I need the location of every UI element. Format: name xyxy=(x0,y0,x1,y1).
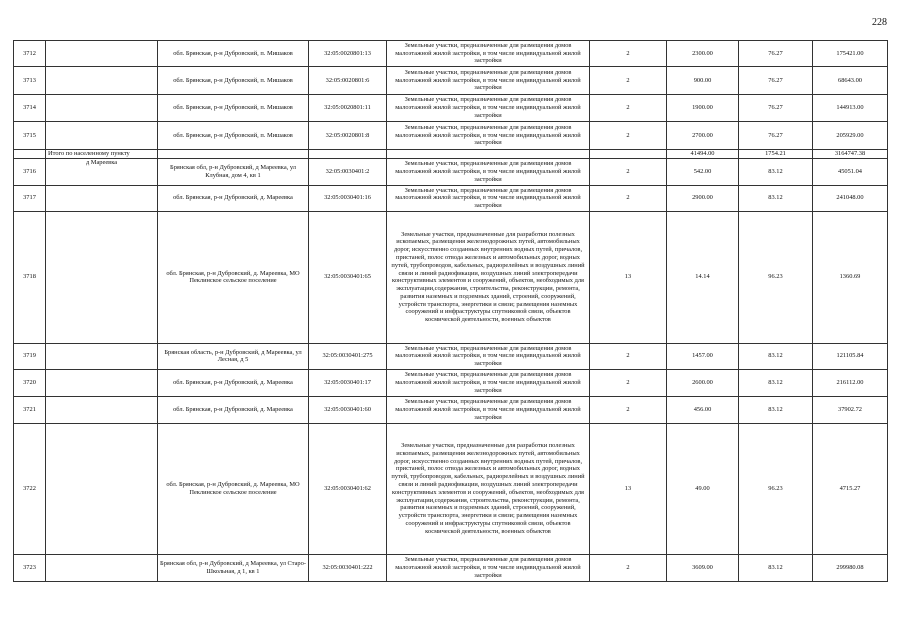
settlement-cell xyxy=(46,423,158,554)
subtotal-area: 41494.00 xyxy=(667,150,739,159)
table-row xyxy=(14,41,888,67)
cadastral-number-cell: 32:05:0020801:11 xyxy=(309,95,387,122)
cadastral-number-cell: 32:05:0030401:222 xyxy=(309,554,387,581)
table-row xyxy=(14,158,888,185)
rate-cell: 96.23 xyxy=(739,211,813,343)
cadastral-number-cell: 32:05:0020801:6 xyxy=(309,67,387,95)
area-cell: 456.00 xyxy=(667,396,739,423)
rate-cell: 76.27 xyxy=(739,67,813,95)
settlement-cell xyxy=(46,211,158,343)
group-cell: 2 xyxy=(590,41,667,67)
group-cell: 2 xyxy=(590,396,667,423)
value-cell: 37902.72 xyxy=(813,396,888,423)
purpose-cell: Земельные участки, предназначенные для размещения домов малоэтажной жилой застройки, в том числе индивидуальной жилой застройки xyxy=(387,95,590,122)
settlement-cell xyxy=(46,554,158,581)
rate-cell: 83.12 xyxy=(739,396,813,423)
row-number: 3715 xyxy=(14,122,46,150)
table-row xyxy=(14,423,888,554)
group-cell: 2 xyxy=(590,122,667,150)
cadastral-number-cell: 32:05:0030401:62 xyxy=(309,423,387,554)
address-cell: обл. Брянская, р-н Дубровский, д. Мареевка, МО Пеклинское сельское поселение xyxy=(158,423,309,554)
settlement-cell xyxy=(46,396,158,423)
value-cell: 205929.00 xyxy=(813,122,888,150)
group-cell: 2 xyxy=(590,343,667,369)
settlement-cell: д Мареевка xyxy=(46,158,158,185)
area-cell: 2600.00 xyxy=(667,369,739,396)
row-number: 3713 xyxy=(14,67,46,95)
address-cell: обл. Брянская, р-н Дубровский, д. Мареевка xyxy=(158,369,309,396)
value-cell: 4715.27 xyxy=(813,423,888,554)
area-cell: 1900.00 xyxy=(667,95,739,122)
rate-cell: 96.23 xyxy=(739,423,813,554)
cadastral-number-cell: 32:05:0030401:60 xyxy=(309,396,387,423)
group-cell: 13 xyxy=(590,423,667,554)
cadastral-number-cell: 32:05:0030401:275 xyxy=(309,343,387,369)
value-cell: 45051.04 xyxy=(813,158,888,185)
purpose-cell: Земельные участки, предназначенные для размещения домов малоэтажной жилой застройки, в том числе индивидуальной жилой застройки xyxy=(387,67,590,95)
value-cell: 1360.69 xyxy=(813,211,888,343)
purpose-cell: Земельные участки, предназначенные для размещения домов малоэтажной жилой застройки, в том числе индивидуальной жилой застройки xyxy=(387,369,590,396)
area-cell: 2900.00 xyxy=(667,185,739,211)
table-row xyxy=(14,67,888,95)
cadastral-number-cell: 32:05:0030401:65 xyxy=(309,211,387,343)
area-cell: 14.14 xyxy=(667,211,739,343)
area-cell: 2700.00 xyxy=(667,122,739,150)
address-cell: обл. Брянская, р-н Дубровский, д. Мареевка, МО Пеклинское сельское поселение xyxy=(158,211,309,343)
settlement-cell xyxy=(46,41,158,67)
purpose-cell: Земельные участки, предназначенные для разработки полезных ископаемых, размещения железнодорожных путей, автомобильных дорог, искусственно созданных внутренних водных путей, причалов, пристаней, полос отвода железных и автомобильных дорог, водных путей, трубопроводов, кабельных, радиорелейных и воздушных линий связи и линий радиофикации, воздушных линий электропередачи конструктивных элементов и сооружений, объектов, необходимых для эксплуатации,содержания, строительства, реконструкции, ремонта, развития наземных и подземных зданий, строений, сооружений, устройств транспорта, энергетики и связи; размещения наземных сооружений и инфраструктуры спутниковой связи, объектов космической деятельности, военных объектов xyxy=(387,211,590,343)
row-number: 3720 xyxy=(14,369,46,396)
purpose-cell: Земельные участки, предназначенные для размещения домов малоэтажной жилой застройки, в том числе индивидуальной жилой застройки xyxy=(387,396,590,423)
rate-cell: 83.12 xyxy=(739,554,813,581)
cadastral-number-cell: 32:05:0020801:13 xyxy=(309,41,387,67)
settlement-cell xyxy=(46,343,158,369)
rate-cell: 83.12 xyxy=(739,185,813,211)
purpose-cell: Земельные участки, предназначенные для размещения домов малоэтажной жилой застройки, в том числе индивидуальной жилой застройки xyxy=(387,343,590,369)
group-cell: 2 xyxy=(590,554,667,581)
value-cell: 216112.00 xyxy=(813,369,888,396)
rate-cell: 76.27 xyxy=(739,41,813,67)
address-cell: обл. Брянская, р-н Дубровский, д. Мареевка xyxy=(158,185,309,211)
cadastral-number-cell: 32:05:0020801:8 xyxy=(309,122,387,150)
area-cell: 1457.00 xyxy=(667,343,739,369)
value-cell: 68643.00 xyxy=(813,67,888,95)
row-number: 3723 xyxy=(14,554,46,581)
area-cell: 49.00 xyxy=(667,423,739,554)
row-number xyxy=(14,150,46,159)
purpose-cell: Земельные участки, предназначенные для размещения домов малоэтажной жилой застройки, в том числе индивидуальной жилой застройки xyxy=(387,554,590,581)
purpose-cell: Земельные участки, предназначенные для разработки полезных ископаемых, размещения железнодорожных путей, автомобильных дорог, искусственно созданных внутренних водных путей, причалов, пристаней, полос отвода железных и автомобильных дорог, водных путей, трубопроводов, кабельных, радиорелейных и воздушных линий связи и линий радиофикации, воздушных линий электропередачи конструктивных элементов и сооружений, объектов, необходимых для эксплуатации,содержания, строительства, реконструкции, ремонта, развития наземных и подземных зданий, строений, сооружений, устройств транспорта, энергетики и связи; размещения наземных сооружений и инфраструктуры спутниковой связи, объектов космической деятельности, военных объектов xyxy=(387,423,590,554)
purpose-cell: Земельные участки, предназначенные для размещения домов малоэтажной жилой застройки, в том числе индивидуальной жилой застройки xyxy=(387,41,590,67)
address-cell xyxy=(158,150,309,159)
address-cell: Брянская обл, р-н Дубровский, д Мареевка, ул Старо-Школьная, д 1, кв 1 xyxy=(158,554,309,581)
value-cell: 299980.08 xyxy=(813,554,888,581)
address-cell: обл. Брянская, р-н Дубровский, п. Мишаков xyxy=(158,95,309,122)
settlement-cell xyxy=(46,122,158,150)
page-number: 228 xyxy=(872,17,887,28)
value-cell: 241048.00 xyxy=(813,185,888,211)
purpose-cell: Земельные участки, предназначенные для размещения домов малоэтажной жилой застройки, в том числе индивидуальной жилой застройки xyxy=(387,185,590,211)
address-cell: Брянская обл, р-н Дубровский, д Мареевка, ул Клубная, дом 4, кв 1 xyxy=(158,158,309,185)
cadastral-number-cell xyxy=(309,150,387,159)
table-row xyxy=(14,122,888,150)
table-row xyxy=(14,185,888,211)
row-number: 3718 xyxy=(14,211,46,343)
address-cell: Брянская область, р-н Дубровский, д Мареевка, ул Лесная, д 5 xyxy=(158,343,309,369)
table-row xyxy=(14,396,888,423)
cadastral-number-cell: 32:05:0030401:16 xyxy=(309,185,387,211)
row-number: 3721 xyxy=(14,396,46,423)
row-number: 3717 xyxy=(14,185,46,211)
subtotal-value: 3164747.38 xyxy=(813,150,888,159)
subtotal-label: Итого по населенному пункту xyxy=(46,150,158,159)
address-cell: обл. Брянская, р-н Дубровский, п. Мишаков xyxy=(158,122,309,150)
row-number: 3716 xyxy=(14,158,46,185)
area-cell: 542.00 xyxy=(667,158,739,185)
group-cell xyxy=(590,150,667,159)
rate-cell: 83.12 xyxy=(739,158,813,185)
settlement-cell xyxy=(46,185,158,211)
table-row xyxy=(14,554,888,581)
value-cell: 175421.00 xyxy=(813,41,888,67)
area-cell: 3609.00 xyxy=(667,554,739,581)
settlement-cell xyxy=(46,67,158,95)
row-number: 3722 xyxy=(14,423,46,554)
rate-cell: 83.12 xyxy=(739,343,813,369)
group-cell: 2 xyxy=(590,158,667,185)
settlement-cell xyxy=(46,369,158,396)
address-cell: обл. Брянская, р-н Дубровский, п. Мишаков xyxy=(158,67,309,95)
settlement-cell xyxy=(46,95,158,122)
cadastral-number-cell: 32:05:0030401:17 xyxy=(309,369,387,396)
cadastral-table xyxy=(13,40,888,582)
table-row xyxy=(14,343,888,369)
subtotal-row xyxy=(14,150,888,159)
subtotal-rate: 1754.21 xyxy=(739,150,813,159)
table-row xyxy=(14,95,888,122)
value-cell: 121105.84 xyxy=(813,343,888,369)
purpose-cell xyxy=(387,150,590,159)
group-cell: 13 xyxy=(590,211,667,343)
row-number: 3719 xyxy=(14,343,46,369)
address-cell: обл. Брянская, р-н Дубровский, д. Мареевка xyxy=(158,396,309,423)
purpose-cell: Земельные участки, предназначенные для размещения домов малоэтажной жилой застройки, в том числе индивидуальной жилой застройки xyxy=(387,122,590,150)
group-cell: 2 xyxy=(590,369,667,396)
group-cell: 2 xyxy=(590,185,667,211)
row-number: 3714 xyxy=(14,95,46,122)
table-row xyxy=(14,369,888,396)
purpose-cell: Земельные участки, предназначенные для размещения домов малоэтажной жилой застройки, в том числе индивидуальной жилой застройки xyxy=(387,158,590,185)
area-cell: 900.00 xyxy=(667,67,739,95)
row-number: 3712 xyxy=(14,41,46,67)
table-row xyxy=(14,211,888,343)
area-cell: 2300.00 xyxy=(667,41,739,67)
address-cell: обл. Брянская, р-н Дубровский, п. Мишаков xyxy=(158,41,309,67)
rate-cell: 76.27 xyxy=(739,95,813,122)
rate-cell: 76.27 xyxy=(739,122,813,150)
rate-cell: 83.12 xyxy=(739,369,813,396)
group-cell: 2 xyxy=(590,67,667,95)
cadastral-number-cell: 32:05:0030401:2 xyxy=(309,158,387,185)
group-cell: 2 xyxy=(590,95,667,122)
value-cell: 144913.00 xyxy=(813,95,888,122)
